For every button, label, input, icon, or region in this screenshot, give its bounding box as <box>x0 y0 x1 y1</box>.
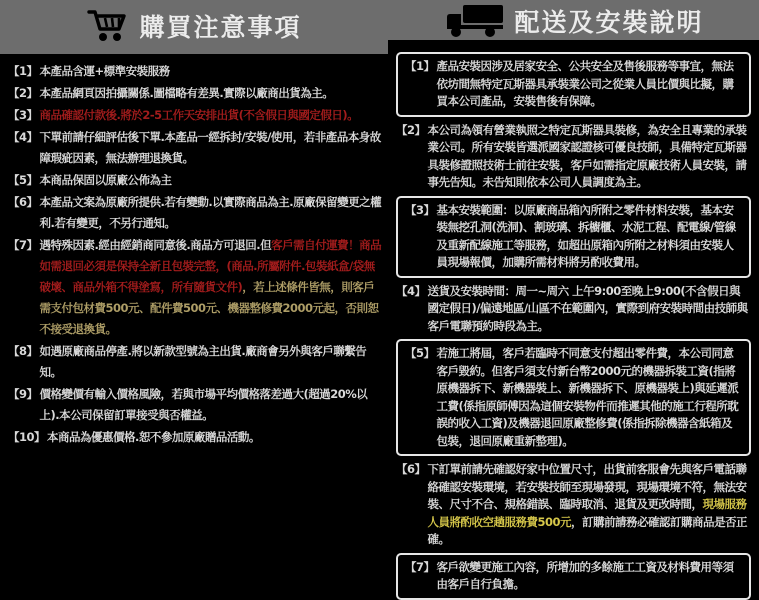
item-number: 【5】 <box>405 346 435 360</box>
item-number: 【3】 <box>8 108 38 122</box>
item-number: 【7】 <box>8 238 38 252</box>
item-text <box>40 105 384 126</box>
notice-item <box>396 553 751 600</box>
delivery-install-header <box>388 0 759 42</box>
notice-item <box>8 61 384 82</box>
item-text <box>40 235 384 340</box>
item-text-segment: 客戶欲變更施工內容，所增加的多餘施工工資及材料費用等須由客戶自行負擔。 <box>436 559 734 591</box>
item-text <box>437 345 742 450</box>
item-text <box>40 170 384 191</box>
item-text-segment: 現場服務人員將酌收空趟服務費500元 <box>427 497 747 529</box>
purchase-notes-header <box>0 0 388 52</box>
item-number: 【4】 <box>396 283 426 298</box>
item-text <box>428 461 751 549</box>
item-text <box>40 384 384 426</box>
notice-item <box>396 339 751 456</box>
item-text <box>437 202 742 272</box>
item-number: 【5】 <box>8 173 38 187</box>
item-text-segment: 本產品含運+標準安裝服務 <box>39 64 170 78</box>
item-number: 【1】 <box>8 64 38 78</box>
item-text-segment: 如遇原廠商品停產.將以新款型號為主出貨.廠商會另外與客戶聯繫告知。 <box>39 344 367 379</box>
notice-item <box>8 235 384 340</box>
item-text-segment: 產品安裝因涉及居家安全、公共安全及售後服務等事宜，無法依坊間無特定瓦斯器具承裝業公司之從業人員比價與比擬，購買本公司產品，安裝售後有保障。 <box>436 59 734 108</box>
item-text-segment: 本產品文案為原廠所提供.若有變動.以實際商品為主.原廠保留變更之權利.若有變更，不另行通知。 <box>39 195 382 230</box>
item-text-segment: 本公司為領有營業執照之特定瓦斯器具裝修，為安全且專業的承裝業公司。所有安裝皆選派國家認證核可優良技師，具備特定瓦斯器具裝修證照技術士前往安裝，客戶如需指定原廠技術人員安裝，請事先告知。未告知則依本公司人員調度為主。 <box>427 122 747 189</box>
notice-item <box>8 83 384 104</box>
item-text <box>428 283 751 336</box>
item-text-segment: 基本安裝範圍：以原廠商品箱內所附之零件材料安裝，基本安裝無挖孔洞(洗洞)、割玻璃、拆櫥櫃、水泥工程、配電線/管線及重新配線施工等服務，如超出原箱內所附之材料須由安裝人員現場報價，加購所需材料將另酌收費用。 <box>436 202 736 269</box>
item-text <box>40 83 384 104</box>
item-text-segment: 若施工將屆，客戶若臨時不同意支付超出零件費，本公司同意客戶毀約。但客戶須支付新台幣2000元的機器拆裝工資(指將原機器拆下、新機器裝上、新機器拆下、原機器裝上)與延遲派工費(係指原師傅因為這個安裝物件而推遲其他的施工行程所耽誤的收入工資)及機器退回原廠整修費(係指拆除機器含紙箱及包裝，退回原廠重新整理)。 <box>436 346 739 448</box>
item-text-segment: 下訂單前請先確認好家中位置尺寸，出貨前客服會先與客戶電話聯絡確認安裝環境，若安裝技師至現場發現，現場環境不符，無法安裝、尺寸不合、規格錯誤、臨時取消、退貨及更改時間， <box>427 462 747 511</box>
notice-item <box>8 170 384 191</box>
item-text <box>40 61 384 82</box>
truck-icon <box>443 3 505 39</box>
item-text <box>47 427 384 448</box>
notice-item <box>8 105 384 126</box>
item-text-segment: 本商品為優惠價格.恕不參加原廠贈品活動。 <box>47 430 260 444</box>
item-text <box>40 341 384 383</box>
item-number: 【2】 <box>8 86 38 100</box>
item-number: 【4】 <box>8 130 38 144</box>
item-number: 【1】 <box>405 59 435 73</box>
item-number: 【10】 <box>8 430 46 444</box>
item-number: 【7】 <box>405 559 435 574</box>
item-text-segment: 客戶需自付運費！商品如需退回必須是保持全新且包裝完整，(商品.所屬附件.包裝紙盒/袋無破壞、商品外箱不得塗寫，所有隨貨文件) <box>39 238 382 294</box>
item-number: 【2】 <box>396 122 426 137</box>
item-text-segment: 本產品網頁因拍攝關係.圖檔略有差異.實際以廠商出貨為主。 <box>39 86 334 100</box>
item-text-segment: 遇特殊因素.經由經銷商同意後.商品方可退回.但 <box>39 238 272 252</box>
item-text <box>40 127 384 169</box>
notice-item <box>8 192 384 234</box>
notice-item <box>8 427 384 448</box>
purchase-notes-list <box>0 54 388 600</box>
notice-item <box>396 122 751 192</box>
cart-icon <box>86 6 130 46</box>
item-number: 【9】 <box>8 387 38 401</box>
purchase-notes-title: 購買注意事項 <box>139 13 302 42</box>
item-number: 【8】 <box>8 344 38 358</box>
item-text <box>428 122 751 192</box>
item-text-segment: 本商品保固以原廠公佈為主 <box>39 173 172 187</box>
item-text-segment: 價格變價有輸入價格風險，若與市場平均價格落差過大(超過20%以上).本公司保留訂單接受與否權益。 <box>39 387 368 422</box>
notice-item <box>396 283 751 336</box>
item-text-segment: ，若上述條件皆無，則客戶需支付包材費500元、配件費500元、機器整修費2000元起，否則恕不接受退換貨。 <box>39 280 379 336</box>
item-number: 【6】 <box>8 195 38 209</box>
delivery-install-list <box>388 40 759 600</box>
item-text <box>40 192 384 234</box>
item-text-segment: 下單前請仔細評估後下單.本產品一經拆封/安裝/使用，若非產品本身故障瑕疵因素，無法辦理退換貨。 <box>39 130 381 165</box>
item-number: 【3】 <box>405 202 435 217</box>
notice-item <box>396 196 751 278</box>
notice-item <box>8 127 384 169</box>
notice-item <box>396 52 751 117</box>
notice-item <box>8 341 384 383</box>
item-number: 【6】 <box>396 462 426 476</box>
delivery-install-title: 配送及安裝說明 <box>514 8 704 37</box>
item-text <box>437 559 742 594</box>
item-text <box>437 58 742 111</box>
item-text-segment: ，訂購前請務必確認訂購商品是否正確。 <box>427 514 748 546</box>
notice-item <box>8 384 384 426</box>
item-text-segment: 送貨及安裝時間：周一~周六 上午9:00至晚上9:00(不含假日與國定假日)/偏遠地區/山區不在範圍內，實際到府安裝時間由技師與客戶電聯預約時段為主。 <box>427 283 748 333</box>
notice-item <box>396 461 751 549</box>
item-text-segment: 商品確認付款後.將於2-5工作天安排出貨(不含假日與國定假日)。 <box>39 108 359 122</box>
